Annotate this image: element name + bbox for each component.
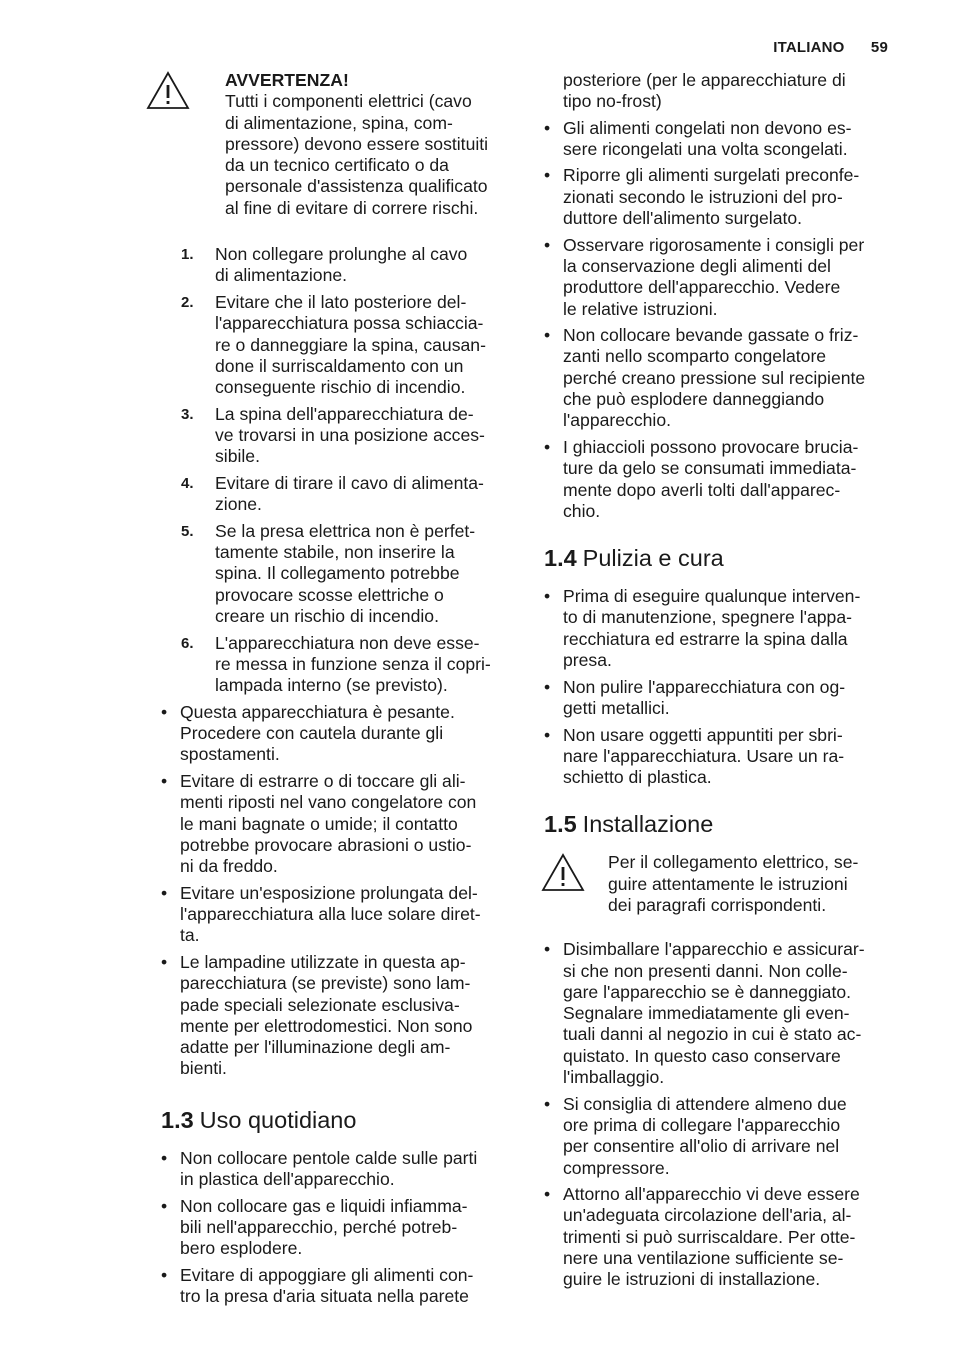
warning-line: Per il collegamento elettrico, se-: [608, 852, 859, 873]
item-line: I ghiaccioli possono provocare brucia-: [563, 436, 859, 457]
installation-list: [528, 939, 900, 1290]
item-line: posteriore (per le apparecchiature di: [563, 70, 846, 90]
item-line: chio.: [563, 500, 601, 521]
item-line: Non collocare pentole calde sulle parti: [180, 1147, 478, 1168]
warning-line: da un tecnico certificato o da: [225, 155, 449, 176]
section-heading-1-4: [544, 544, 900, 572]
item-line: spostamenti.: [180, 744, 280, 765]
item-line: ta.: [180, 925, 200, 946]
storage-bullet-list: [528, 118, 900, 523]
item-line: l'apparecchio.: [563, 410, 672, 431]
section-heading-1-3: [161, 1106, 520, 1134]
item-number: 6.: [181, 634, 194, 652]
item-line: bili nell'apparecchio, perché potreb-: [180, 1216, 458, 1237]
item-line: L'apparecchiatura non deve esse-: [215, 632, 480, 653]
item-line: Prima di eseguire qualunque interven-: [563, 586, 861, 607]
header-language: ITALIANO: [773, 39, 845, 56]
item-line: produttore dell'apparecchio. Vedere: [563, 277, 841, 298]
numbered-item: [145, 244, 520, 287]
item-line: si che non presenti danni. Non colle-: [563, 960, 848, 981]
bullet-item: [528, 939, 900, 1088]
bullet-dot: •: [544, 117, 551, 138]
item-line: done il surriscaldamento con un: [215, 355, 464, 376]
item-line: zanti nello scomparto congelatore: [563, 346, 827, 367]
bullet-dot: •: [544, 724, 551, 745]
item-line: re messa in funzione senza il copri-: [215, 653, 491, 674]
right-column: [528, 70, 900, 1296]
bullet-item: [528, 325, 900, 431]
item-line: ore prima di collegare l'apparecchio: [563, 1114, 841, 1135]
warning-line: pressore) devono essere sostituiti: [225, 133, 489, 154]
item-line: Segnalare immediatamente gli even-: [563, 1003, 850, 1024]
section-heading-1-5: [544, 810, 900, 838]
bullet-item: [528, 725, 900, 789]
section-title: Installazione: [582, 811, 714, 838]
item-number: 2.: [181, 293, 194, 311]
item-line: conseguente rischio di incendio.: [215, 377, 466, 398]
numbered-item: [145, 292, 520, 398]
item-number: 5.: [181, 522, 194, 540]
item-line: sere ricongelati una volta scongelati.: [563, 138, 848, 159]
item-number: 3.: [181, 405, 194, 423]
bullet-dot: •: [544, 1093, 551, 1114]
item-line: presa.: [563, 650, 612, 671]
bullet-item: [145, 883, 520, 947]
bullet-dot: •: [544, 325, 551, 346]
bullet-item: [528, 1094, 900, 1179]
item-line: in plastica dell'apparecchio.: [180, 1169, 395, 1190]
item-line: mente per elettrodomestici. Non sono: [180, 1015, 473, 1036]
item-line: le mani bagnate o umide; il contatto: [180, 813, 458, 834]
bullet-item: [528, 118, 900, 161]
item-line: ture da gelo se consumati immediata-: [563, 458, 857, 479]
page-number: 59: [870, 39, 888, 56]
section-title: Uso quotidiano: [199, 1106, 357, 1133]
item-line: Evitare un'esposizione prolungata del-: [180, 882, 478, 903]
item-line: provocare scosse elettriche o: [215, 584, 444, 605]
bullet-dot: •: [161, 1195, 168, 1216]
installation-warning-block: [528, 852, 900, 916]
item-line: Procedere con cautela durante gli: [180, 723, 444, 744]
warning-line: guire attentamente le istruzioni: [608, 873, 848, 894]
numbered-item: [145, 404, 520, 468]
item-line: to di manutenzione, spegnere l'appa-: [563, 607, 852, 628]
item-line: Si consiglia di attendere almeno due: [563, 1093, 847, 1114]
item-line: creare un rischio di incendio.: [215, 606, 439, 627]
bullet-dot: •: [161, 1147, 168, 1168]
safety-bullet-list: [145, 702, 520, 1080]
item-line: l'apparecchiatura possa schiaccia-: [215, 313, 484, 334]
item-line: lampada interno (se previsto).: [215, 675, 448, 696]
item-line: Non collocare bevande gassate o friz-: [563, 325, 859, 346]
item-line: tipo no-frost): [563, 91, 662, 112]
warning-triangle-icon: [540, 852, 586, 894]
item-line: parecchiatura (se previste) sono lam-: [180, 973, 471, 994]
section-title: Pulizia e cura: [582, 545, 724, 572]
warning-line: dei paragrafi corrispondenti.: [608, 894, 827, 915]
warning-line: Tutti i componenti elettrici (cavo: [225, 91, 472, 112]
item-line: Questa apparecchiatura è pesante.: [180, 701, 455, 722]
item-line: Non pulire l'apparecchiatura con og-: [563, 676, 846, 697]
item-line: che può esplodere danneggiando: [563, 389, 825, 410]
warning-text: [225, 70, 520, 219]
item-line: menti riposti nel vano congelatore con: [180, 792, 477, 813]
item-line: bero esplodere.: [180, 1238, 303, 1259]
warning-line: al fine di evitare di correre rischi.: [225, 197, 479, 218]
bullet-dot: •: [161, 951, 168, 972]
item-line: Non collocare gas e liquidi infiamma-: [180, 1195, 468, 1216]
bullet-dot: •: [544, 165, 551, 186]
item-line: le relative istruzioni.: [563, 298, 718, 319]
bullet-dot: •: [161, 701, 168, 722]
item-line: ve trovarsi in una posizione acces-: [215, 425, 485, 446]
page-header: [773, 39, 888, 56]
item-line: Disimballare l'apparecchio e assicurar-: [563, 939, 865, 960]
bullet-dot: •: [161, 882, 168, 903]
warning-text: [608, 852, 900, 916]
item-line: mente dopo averli tolti dall'apparec-: [563, 479, 841, 500]
bullet-item: [145, 952, 520, 1080]
item-line: adatte per l'illuminazione degli am-: [180, 1037, 451, 1058]
bullet-dot: •: [544, 676, 551, 697]
item-line: l'apparecchiatura alla luce solare diret-: [180, 904, 481, 925]
warning-title: AVVERTENZA!: [225, 70, 349, 90]
item-line: Se la presa elettrica non è perfet-: [215, 520, 476, 541]
item-line: tro la presa d'aria situata nella parete: [180, 1286, 469, 1307]
numbered-item: [145, 473, 520, 516]
bullet-item: [145, 771, 520, 877]
item-line: La spina dell'apparecchiatura de-: [215, 403, 474, 424]
item-line: guire le istruzioni di installazione.: [563, 1269, 821, 1290]
item-line: getti metallici.: [563, 697, 670, 718]
bullet-item: [145, 702, 520, 766]
warning-line: di alimentazione, spina, com-: [225, 112, 453, 133]
item-number: 1.: [181, 246, 194, 264]
item-line: zione.: [215, 494, 262, 515]
item-line: Evitare che il lato posteriore del-: [215, 291, 467, 312]
bullet-item: [145, 1196, 520, 1260]
item-line: di alimentazione.: [215, 265, 348, 286]
bullet-item: [528, 586, 900, 671]
item-line: nare l'apparecchiatura. Usare un ra-: [563, 745, 845, 766]
numbered-item: [145, 521, 520, 627]
item-number: 4.: [181, 474, 194, 492]
continued-bullet-text: [528, 70, 900, 113]
bullet-dot: •: [161, 1264, 168, 1285]
item-line: per consentire all'olio di arrivare nel: [563, 1136, 840, 1157]
item-line: trimenti si può surriscaldare. Per otte-: [563, 1226, 856, 1247]
bullet-item: [528, 677, 900, 720]
item-line: ni da freddo.: [180, 856, 278, 877]
item-line: re o danneggiare la spina, causan-: [215, 334, 486, 355]
item-line: gare l'apparecchio se è danneggiato.: [563, 981, 852, 1002]
item-line: perché creano pressione sul recipiente: [563, 367, 866, 388]
item-line: Evitare di estrarre o di toccare gli ali-: [180, 770, 466, 791]
item-line: pade speciali selezionate esclusiva-: [180, 994, 460, 1015]
section-number: 1.4: [544, 545, 577, 572]
left-column: [145, 70, 520, 1313]
item-line: schietto di plastica.: [563, 767, 712, 788]
item-line: duttore dell'alimento surgelato.: [563, 208, 803, 229]
warning-line: personale d'assistenza qualificato: [225, 176, 488, 197]
item-line: bienti.: [180, 1058, 227, 1079]
bullet-dot: •: [161, 770, 168, 791]
item-line: nere una ventilazione sufficiente se-: [563, 1248, 844, 1269]
cleaning-list: [528, 586, 900, 788]
numbered-safety-list: [145, 244, 520, 696]
item-line: la conservazione degli alimenti del: [563, 255, 831, 276]
item-line: Le lampadine utilizzate in questa ap-: [180, 951, 466, 972]
section-number: 1.5: [544, 811, 577, 838]
item-line: Non collegare prolunghe al cavo: [215, 244, 468, 265]
item-line: Attorno all'apparecchio vi deve essere: [563, 1184, 860, 1205]
item-line: tamente stabile, non inserire la: [215, 542, 455, 563]
bullet-item: [528, 437, 900, 522]
item-line: Riporre gli alimenti surgelati preconfe-: [563, 165, 860, 186]
item-line: Evitare di tirare il cavo di alimenta-: [215, 472, 484, 493]
bullet-item: [528, 1184, 900, 1290]
item-line: Evitare di appoggiare gli alimenti con-: [180, 1264, 474, 1285]
item-line: recchiatura ed estrarre la spina dalla: [563, 628, 848, 649]
item-line: spina. Il collegamento potrebbe: [215, 563, 460, 584]
bullet-dot: •: [544, 234, 551, 255]
bullet-dot: •: [544, 586, 551, 607]
warning-triangle-icon: [145, 70, 191, 112]
bullet-dot: •: [544, 939, 551, 960]
item-line: potrebbe provocare abrasioni o ustio-: [180, 834, 472, 855]
item-line: zionati secondo le istruzioni del pro-: [563, 186, 843, 207]
item-line: quistato. In questo caso conservare: [563, 1045, 841, 1066]
item-line: l'imballaggio.: [563, 1067, 665, 1088]
daily-use-list: [145, 1148, 520, 1308]
item-line: Non usare oggetti appuntiti per sbri-: [563, 724, 843, 745]
bullet-item: [528, 235, 900, 320]
bullet-dot: •: [544, 436, 551, 457]
bullet-item: [528, 165, 900, 229]
item-line: un'adeguata circolazione dell'aria, al-: [563, 1205, 852, 1226]
bullet-item: [145, 1265, 520, 1308]
numbered-item: [145, 633, 520, 697]
section-number: 1.3: [161, 1106, 194, 1133]
item-line: tuali danni al negozio in cui è stato ac-: [563, 1024, 862, 1045]
item-line: Gli alimenti congelati non devono es-: [563, 117, 852, 138]
item-line: compressore.: [563, 1157, 670, 1178]
item-line: Osservare rigorosamente i consigli per: [563, 234, 865, 255]
warning-block: [145, 70, 520, 219]
bullet-dot: •: [544, 1184, 551, 1205]
bullet-item: [145, 1148, 520, 1191]
item-line: sibile.: [215, 446, 260, 467]
